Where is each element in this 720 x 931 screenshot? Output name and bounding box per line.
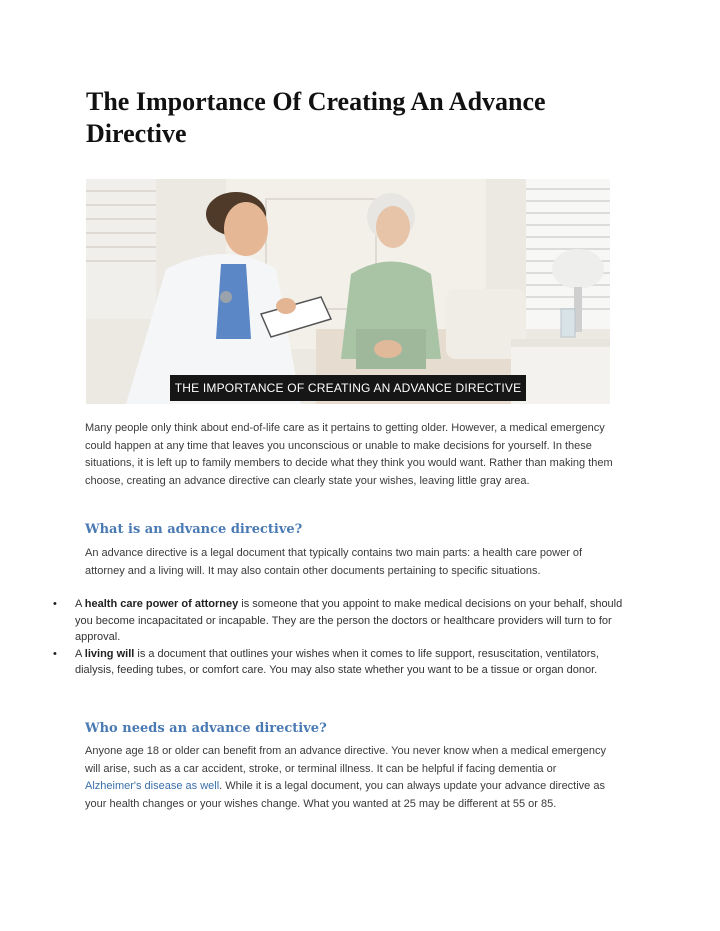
bullet-term: living will xyxy=(84,647,135,660)
bullet-prefix: A xyxy=(75,647,85,660)
section2-text-after: . While it is a legal document, you can always update your advance directive as your health changes or your wishes change. What you wanted at 25 may be different at 55 or 85. xyxy=(85,780,605,810)
intro-paragraph: Many people only think about end-of-life care as it pertains to getting older. However, a medical emergency could happen at any time that leaves you unconscious or unable to make decisions for yourself. In these situations, it is left up to family members to decide what they think you would want. Rather than making them choose, creating an advance directive can clearly state your wishes, leaving little gray area. xyxy=(85,422,613,487)
list-item xyxy=(50,646,640,679)
section2-paragraph xyxy=(85,743,615,813)
bullet-term: health care power of attorney xyxy=(84,598,239,610)
section2-heading: Who needs an advance directive? xyxy=(85,721,327,736)
bullet-text: is a document that outlines your wishes when it comes to life support, resuscitation, ventilators, dialysis, feeding tubes, or comfort care. You may also state whether you want to be a tissue or organ donor. xyxy=(75,647,599,676)
bullet-dot-icon: • xyxy=(53,598,57,610)
hero-illustration xyxy=(86,179,610,404)
bullet-list xyxy=(50,596,640,679)
alzheimers-link[interactable]: Alzheimer's disease as well xyxy=(85,780,220,792)
bullet-prefix: A xyxy=(75,598,85,610)
hero-image xyxy=(86,179,610,404)
page-title: The Importance Of Creating An Advance Directive xyxy=(86,87,546,148)
bullet-dot-icon: • xyxy=(53,647,57,660)
hero-caption: THE IMPORTANCE OF CREATING AN ADVANCE DIRECTIVE xyxy=(170,375,526,401)
section1-heading: What is an advance directive? xyxy=(85,522,303,537)
list-item xyxy=(50,596,640,646)
bullet-text: is someone that you appoint to make medical decisions on your behalf, should you become incapacitated or incapable. They are the person the doctors or healthcare providers will turn to for approval. xyxy=(75,598,623,643)
section1-paragraph: An advance directive is a legal document that typically contains two main parts: a health care power of attorney and a living will. It may also contain other documents pertaining to specific situations. xyxy=(85,547,583,577)
section2-text-before: Anyone age 18 or older can benefit from an advance directive. You never know when a medical emergency will arise, such as a car accident, stroke, or terminal illness. It can be helpful if facing dementia or xyxy=(85,745,606,775)
